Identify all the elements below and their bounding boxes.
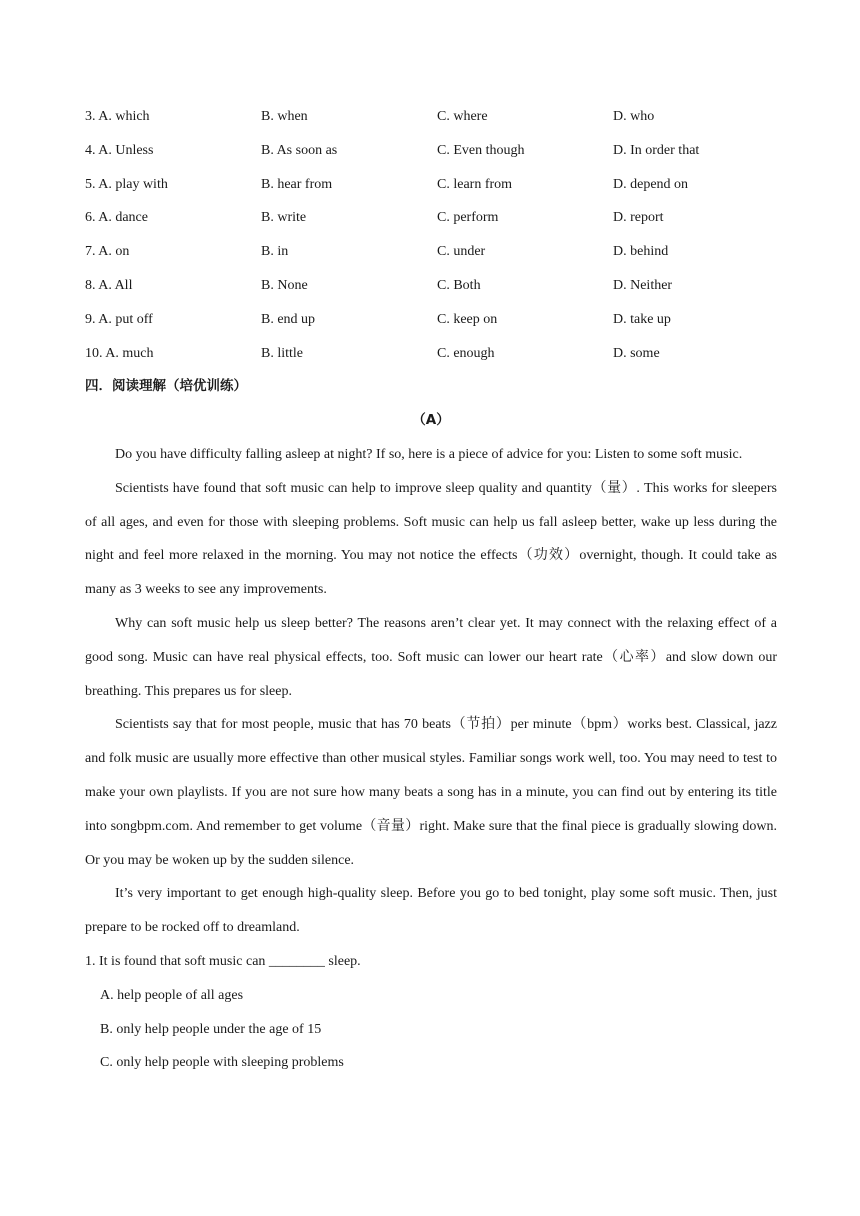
question-stem: 1. It is found that soft music can ________ sleep.	[85, 953, 361, 969]
passage-body	[85, 438, 777, 945]
option-c: C. where	[437, 109, 488, 124]
passage-paragraph: Do you have difficulty falling asleep at night? If so, here is a piece of advice for you: Listen to some soft music.	[115, 446, 743, 462]
option-a: 5. A. play with	[85, 176, 168, 192]
passage-paragraph: Why can soft music help us sleep better? The reasons aren’t clear yet. It may connect with the relaxing effect of a good song. Music can have real physical effects, too. Soft music can lower our heart rate（心率）and slow down our breathing. This prepares us for sleep.	[85, 615, 777, 699]
question-choice-c: C. only help people with sleeping problems	[100, 1055, 344, 1071]
option-row	[85, 269, 777, 303]
passage-paragraph: Scientists say that for most people, music that has 70 beats（节拍）per minute（bpm）works best. Classical, jazz and folk music are usually more effective than other musical styles. Familiar songs work well, too. You may need to test to make your own playlists. If you are not sure how many beats a song has in a minute, you can find out by entering its title into songbpm.com. And remember to get volume（音量）right. Make sure that the final piece is gradually slowing down. Or you may be woken up by the sudden silence.	[85, 717, 777, 868]
option-c: C. enough	[437, 345, 495, 361]
option-c: C. Both	[437, 277, 481, 293]
option-a: 7. A. on	[85, 244, 130, 260]
option-d: D. report	[613, 210, 664, 226]
passage-title: （A）	[412, 412, 450, 429]
option-row	[85, 235, 777, 269]
option-b: B. hear from	[261, 176, 333, 192]
option-c: C. under	[437, 244, 486, 260]
option-d: D. some	[613, 345, 660, 361]
option-b: B. None	[261, 277, 308, 293]
option-b: B. little	[261, 345, 303, 361]
option-b: B. As soon as	[261, 142, 338, 158]
option-c: C. keep on	[437, 311, 498, 327]
question-block	[85, 945, 777, 1080]
option-c: C. Even though	[437, 142, 525, 158]
question-choice-a: A. help people of all ages	[100, 987, 244, 1003]
option-d: D. depend on	[613, 176, 689, 192]
option-a: 10. A. much	[85, 345, 154, 361]
option-a: 4. A. Unless	[85, 142, 154, 158]
option-a: 8. A. All	[85, 277, 133, 293]
option-d: D. behind	[613, 244, 669, 260]
passage-paragraph: It’s very important to get enough high-quality sleep. Before you go to bed tonight, play some soft music. Then, just prepare to be rocked off to dreamland.	[85, 886, 777, 936]
option-row	[85, 303, 777, 337]
section-title: 四．阅读理解（培优训练）	[85, 378, 247, 395]
option-b: B. in	[261, 244, 289, 260]
option-d: D. who	[613, 109, 655, 124]
passage-paragraph: Scientists have found that soft music can help to improve sleep quality and quantity（量）. This works for sleepers of all ages, and even for those with sleeping problems. Soft music can help us fall asleep better, wake up less during the night and feel more relaxed in the morning. You may not notice the effects（功效）overnight, though. It could take as many as 3 weeks to see any improvements.	[85, 480, 777, 598]
option-table	[85, 100, 777, 370]
option-d: D. take up	[613, 311, 671, 327]
document-page	[85, 100, 777, 1080]
option-c: C. perform	[437, 210, 499, 226]
option-row	[85, 201, 777, 235]
option-b: B. when	[261, 109, 308, 124]
option-c: C. learn from	[437, 176, 513, 192]
option-a: 6. A. dance	[85, 210, 148, 226]
option-b: B. end up	[261, 311, 316, 327]
question-choice-b: B. only help people under the age of 15	[100, 1021, 322, 1037]
option-row	[85, 134, 777, 168]
option-row	[85, 100, 777, 134]
option-d: D. In order that	[613, 142, 700, 158]
option-b: B. write	[261, 210, 307, 226]
option-row	[85, 337, 777, 371]
option-a: 9. A. put off	[85, 311, 153, 327]
option-a: 3. A. which	[85, 109, 150, 124]
option-row	[85, 168, 777, 202]
option-d: D. Neither	[613, 277, 673, 293]
